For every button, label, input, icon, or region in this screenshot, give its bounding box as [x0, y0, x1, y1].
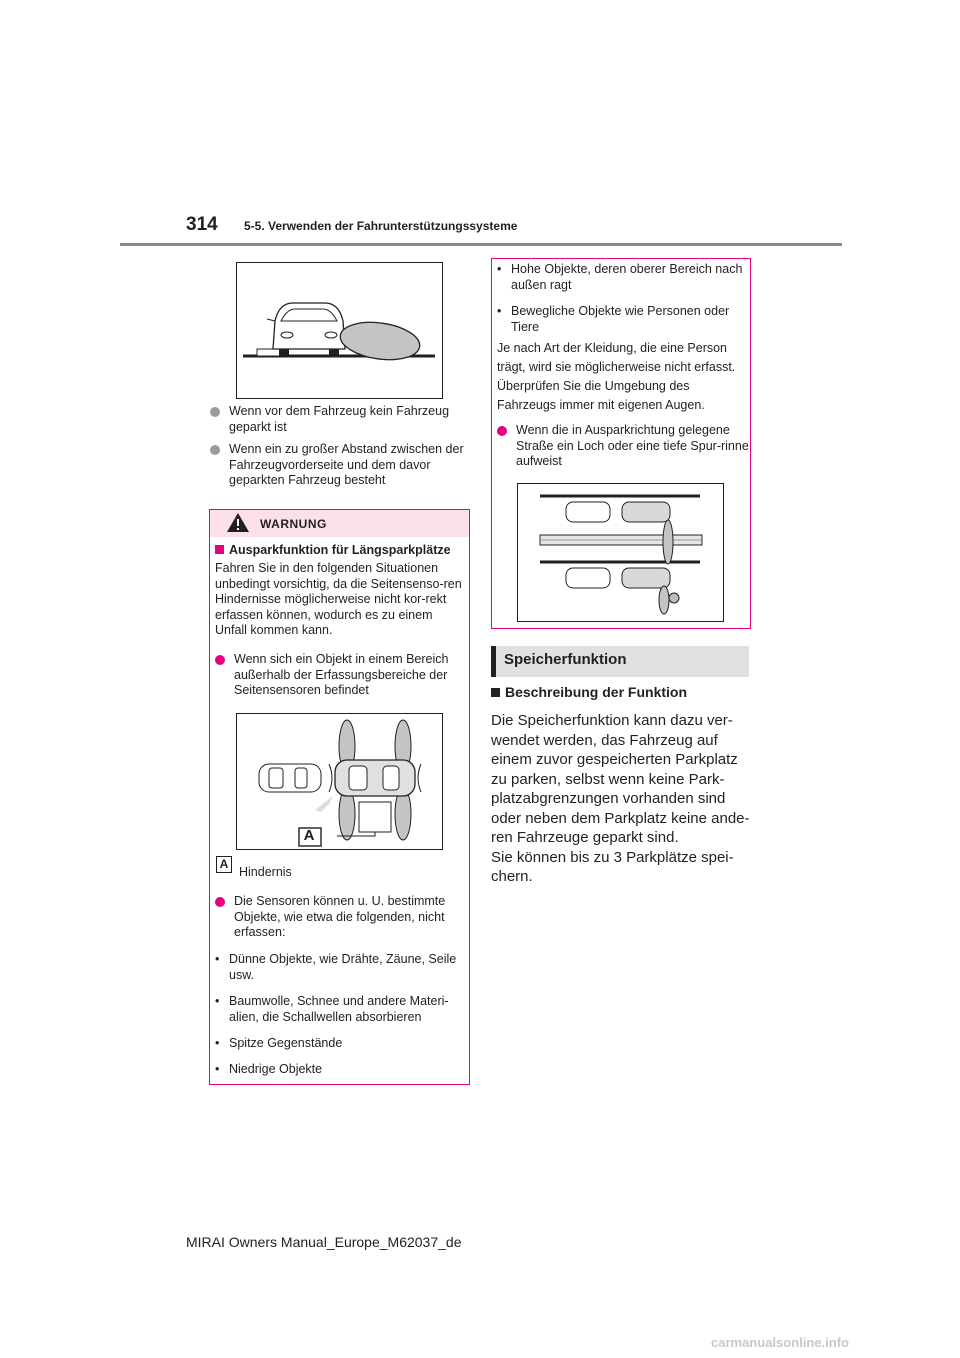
section-title: 5-5. Verwenden der Fahrunterstützungssysteme — [244, 219, 518, 233]
legend-text: Hindernis — [239, 865, 292, 879]
legend-letter-a: A — [216, 856, 232, 873]
figure-front-obstacle — [236, 262, 443, 399]
warning-bullet-outside-area: Wenn sich ein Objekt in einem Bereich außerhalb der Erfassungsbereiche der Seitensensoren befindet — [215, 652, 482, 699]
page-number: 314 — [186, 214, 218, 235]
bullet-no-vehicle-front: Wenn vor dem Fahrzeug kein Fahrzeug geparkt ist — [210, 404, 484, 435]
front-obstacle-illustration — [237, 263, 442, 398]
list-item: • Bewegliche Objekte wie Personen oder Tiere — [497, 304, 730, 334]
bullet-dot — [215, 655, 225, 665]
warning-title: WARNUNG — [260, 517, 327, 531]
watermark: carmanualsonline.info — [711, 1335, 849, 1350]
section-header-bar — [491, 646, 496, 677]
road-rut-illustration — [518, 484, 723, 621]
section-heading: Speicherfunktion — [504, 651, 627, 668]
figure-road-rut — [517, 483, 724, 622]
warning-triangle-icon — [226, 511, 250, 533]
list-item: • Baumwolle, Schnee und andere Materi-alien, die Schallwellen absorbieren — [215, 994, 449, 1024]
bullet-distance-too-large: Wenn ein zu großer Abstand zwischen der Fahrzeugvorderseite und dem davor geparkten Fahrzeug besteht — [210, 442, 487, 489]
list-item: • Spitze Gegenstände — [215, 1036, 343, 1050]
square-marker-icon — [491, 688, 500, 697]
bullet-dot — [210, 445, 220, 455]
figure-sensor-areas — [236, 713, 443, 850]
body-text: Die Speicherfunktion kann dazu ver-wendet werden, das Fahrzeug auf einem zuvor gespeicherten Parkplatz zu parken, selbst wenn keine Park-platzabgrenzungen vorhanden sind oder neben dem Parkplatz keine ande-ren Fahrzeuge geparkt sind. Sie können bis zu 3 Parkplätze spei-chern. — [491, 712, 750, 885]
sensor-areas-illustration — [237, 714, 442, 849]
list-item: • Dünne Objekte, wie Drähte, Zäune, Seile usw. — [215, 952, 457, 982]
bullet-dot — [215, 897, 225, 907]
warning-bullet-road-hole: Wenn die in Ausparkrichtung gelegene Straße ein Loch oder eine tiefe Spur-rinne aufweist — [497, 423, 761, 470]
warning-bullet-sensors: Die Sensoren können u. U. bestimmte Objekte, wie etwa die folgenden, nicht erfassen: — [215, 894, 482, 941]
bullet-dot — [497, 426, 507, 436]
list-item: • Niedrige Objekte — [215, 1062, 323, 1076]
footer-manual-id: MIRAI Owners Manual_Europe_M62037_de — [186, 1234, 462, 1250]
square-marker-icon — [215, 545, 224, 554]
subheading: Beschreibung der Funktion — [491, 685, 687, 701]
warning-note: Je nach Art der Kleidung, die eine Person trägt, wird sie möglicherweise nicht erfasst. Überprüfen Sie die Umgebung des Fahrzeugs immer mit eigenen Augen. — [497, 341, 736, 412]
warning-intro: Fahren Sie in den folgenden Situationen unbedingt vorsichtig, da die Seitensenso-ren Hindernisse möglicherweise nicht kor-rekt erfassen können, wodurch es zu einem Unfall kommen kann. — [215, 561, 462, 637]
bullet-dot — [210, 407, 220, 417]
figure-label-a: A — [303, 827, 315, 844]
warning-heading: Ausparkfunktion für Längsparkplätze — [215, 543, 451, 559]
list-item: • Hohe Objekte, deren oberer Bereich nach außen ragt — [497, 262, 743, 292]
header-rule — [120, 243, 842, 246]
